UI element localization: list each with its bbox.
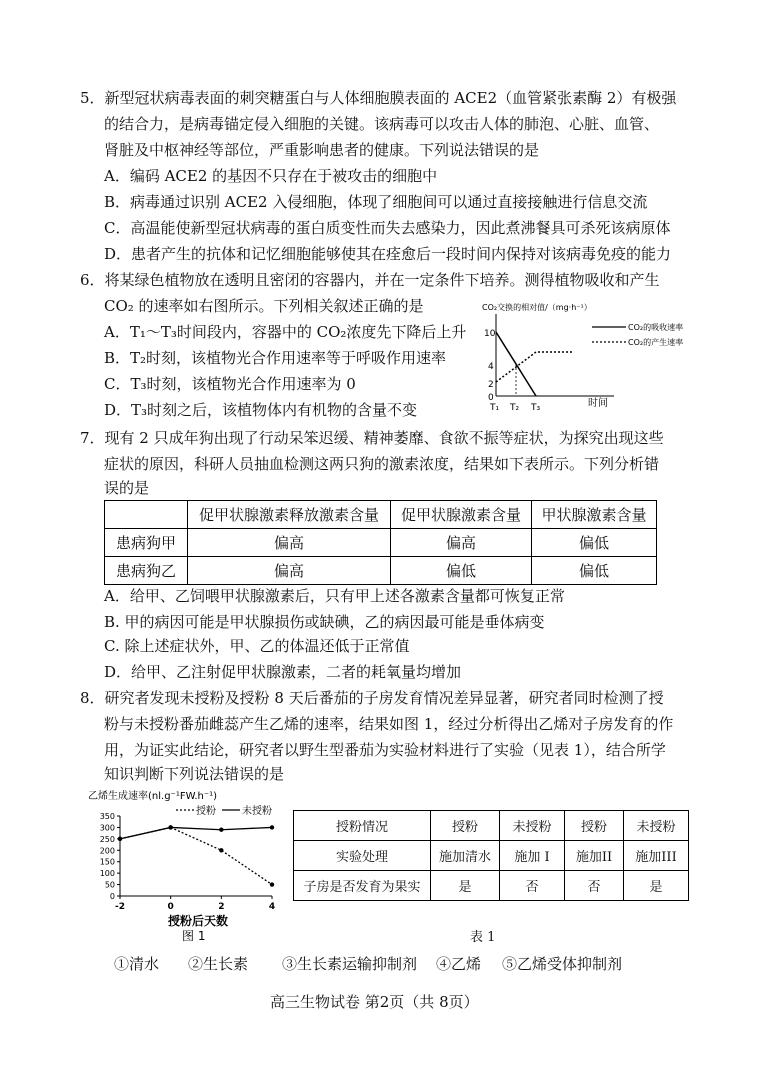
fig1-legend-pollinated: 授粉	[196, 806, 216, 817]
fig1-ylabel: 乙烯生成速率(nl.g⁻¹FW.h⁻¹)	[88, 791, 218, 802]
q6-ytick-4: 4	[488, 362, 494, 372]
q6-stem-line-2: CO₂ 的速率如右图所示。下列相关叙述正确的是	[104, 297, 424, 315]
table-cell: 偏低	[532, 529, 657, 557]
q7-option-b: B. 甲的病因可能是甲状腺损伤或缺碘，乙的病因最可能是垂体病变	[104, 613, 545, 631]
q8-choice-5: ⑤乙烯受体抑制剂	[502, 955, 623, 973]
fig1-ytick-label: 350	[99, 812, 115, 821]
table-cell: 施加III	[624, 841, 689, 871]
q6-stem-line-1: 6．将某绿色植物放在透明且密闭的容器内，并在一定条件下培养。测得植物吸收和产生	[80, 271, 660, 289]
q6-chart-ylabel: CO₂交换的相对值/（mg·h⁻¹）	[482, 303, 592, 312]
fig1-caption: 图 1	[182, 929, 206, 943]
table-cell: 未授粉	[624, 811, 689, 841]
table-cell: 患病狗甲	[105, 529, 188, 557]
q6-ytick-10: 10	[484, 329, 496, 339]
fig1-xtick-label: 0	[167, 902, 174, 912]
fig1-ytick-label: 250	[99, 834, 115, 844]
table1-caption: 表 1	[470, 930, 496, 945]
table-cell: 偏高	[188, 557, 391, 585]
table-row	[105, 557, 657, 585]
table-row	[294, 871, 689, 901]
table-cell: 偏高	[188, 529, 391, 557]
q6-xtick-t2: T₂	[510, 403, 520, 413]
q6-xtick-t3: T₃	[531, 403, 541, 413]
table-row	[294, 811, 689, 841]
table-cell: 子房是否发育为果实	[294, 871, 431, 901]
table-cell: 实验处理	[294, 841, 431, 871]
q8-stem-line-2: 粉与未授粉番茄雌蕊产生乙烯的速率，结果如图 1，经过分析得出乙烯对子房发育的作	[104, 715, 674, 733]
q5-stem-line-3: 肾脏及中枢神经等部位，严重影响患者的健康。下列说法错误的是	[104, 141, 540, 159]
q5-option-b: B．病毒通过识别 ACE2 入侵细胞，体现了细胞间可以通过直接接触进行信息交流	[104, 193, 648, 211]
fig1-data-point	[168, 825, 172, 829]
q8-stem-line-1: 8．研究者发现未授粉及授粉 8 天后番茄的子房发育情况差异显著，研究者同时检测了授	[80, 689, 664, 707]
fig1-xtick-label: 2	[218, 902, 225, 912]
q5-stem-line-1: 5．新型冠状病毒表面的刺突糖蛋白与人体细胞膜表面的 ACE2（血管紧张素酶 2）有极强	[80, 89, 677, 107]
table-cell: 患病狗乙	[105, 557, 188, 585]
table-cell: 偏低	[391, 557, 532, 585]
table-cell: 否	[565, 871, 624, 901]
q6-chart-xlabel: 时间	[588, 398, 608, 409]
q7-hormone-table	[104, 500, 657, 585]
q5-option-a: A．编码 ACE2 的基因不只存在于被攻击的细胞中	[104, 167, 438, 185]
q7-option-d: D．给甲、乙注射促甲状腺激素，二者的耗氧量均增加	[104, 663, 462, 681]
fig1-legend-unpollinated: 未授粉	[242, 806, 272, 817]
fig1-ytick-label: 50	[104, 880, 115, 890]
q5-option-d: D．患者产生的抗体和记忆细胞能够使其在痊愈后一段时间内保持对该病毒免疫的能力	[104, 245, 672, 263]
table-row	[105, 529, 657, 557]
q7-option-a: A．给甲、乙饲喂甲状腺激素后，只有甲上述各激素含量都可恢复正常	[104, 587, 565, 605]
q8-choice-1: ①清水	[114, 955, 160, 973]
fig1-xlabel: 授粉后天数	[168, 914, 229, 928]
table-cell: 授粉	[431, 811, 500, 841]
table-header: 促甲状腺激素含量	[391, 501, 532, 529]
table-cell: 施加 I	[500, 841, 565, 871]
table-header: 促甲状腺激素释放激素含量	[188, 501, 391, 529]
table-cell: 施加清水	[431, 841, 500, 871]
fig1-data-point	[219, 828, 223, 832]
q5-option-c: C．高温能使新型冠状病毒的蛋白质变性而失去感染力，因此煮沸餐具可杀死该病原体	[104, 219, 671, 237]
q8-choice-2: ②生长素	[188, 955, 249, 973]
q6-option-b: B．T₂时刻，该植物光合作用速率等于呼吸作用速率	[104, 349, 447, 367]
table-cell: 否	[500, 871, 565, 901]
q6-option-d: D．T₃时刻之后，该植物体内有机物的含量不变	[104, 401, 418, 419]
fig1-ytick-label: 0	[109, 892, 115, 901]
q8-choice-4: ④乙烯	[436, 955, 482, 973]
table-cell: 偏低	[532, 557, 657, 585]
fig1-ytick-label: 200	[99, 846, 115, 856]
q8-table1	[293, 810, 689, 901]
fig1-ytick-label: 300	[99, 823, 115, 833]
fig1-ytick-label: 100	[99, 869, 115, 879]
q7-stem-line-3: 误的是	[104, 479, 150, 497]
q6-legend-dotted: CO₂的产生速率	[628, 338, 684, 347]
fig1-ytick-label: 150	[99, 857, 115, 867]
q8-stem-line-3: 用，为证实此结论，研究者以野生型番茄为实验材料进行了实验（见表 1），结合所学	[104, 741, 666, 759]
q7-stem-line-2: 症状的原因，科研人员抽血检测这两只狗的激素浓度，结果如下表所示。下列分析错	[104, 455, 660, 473]
q6-co2-chart	[476, 296, 726, 416]
q8-stem-line-4: 知识判断下列说法错误的是	[104, 765, 285, 783]
fig1-data-point	[219, 848, 223, 852]
q5-stem-line-2: 的结合力，是病毒锚定侵入细胞的关键。该病毒可以攻击人体的肺泡、心脏、血管、	[104, 115, 660, 133]
table-cell: 是	[624, 871, 689, 901]
fig1-xtick-label: 4	[268, 902, 276, 912]
table-cell	[105, 501, 188, 529]
q6-produce-line	[496, 352, 574, 382]
table-cell: 施加II	[565, 841, 624, 871]
table-cell: 偏高	[391, 529, 532, 557]
q7-stem-line-1: 7．现有 2 只成年狗出现了行动呆笨迟缓、精神萎靡、食欲不振等症状，为探究出现这些	[80, 429, 664, 447]
q7-option-c: C. 除上述症状外，甲、乙的体温还低于正常值	[104, 637, 410, 655]
q6-xtick-t1: T₁	[490, 403, 500, 413]
fig1-series-line-unpollinated	[120, 827, 272, 838]
q6-ytick-0: 0	[488, 393, 494, 403]
page-footer: 高三生物试卷 第2页（共 8页）	[270, 993, 479, 1011]
table-cell: 未授粉	[500, 811, 565, 841]
table-cell: 授粉	[565, 811, 624, 841]
fig1-series-line-pollinated	[120, 827, 272, 884]
table-cell: 是	[431, 871, 500, 901]
fig1-data-point	[270, 882, 274, 886]
table-header: 甲状腺激素含量	[532, 501, 657, 529]
q8-choice-3: ③生长素运输抑制剂	[282, 955, 418, 973]
fig1-data-point	[118, 837, 122, 841]
fig1-data-point	[270, 825, 274, 829]
fig1-xtick-label: -2	[115, 902, 125, 912]
table-row	[294, 841, 689, 871]
table-row	[105, 501, 657, 529]
q6-ytick-2: 2	[488, 380, 494, 390]
table-cell: 授粉情况	[294, 811, 431, 841]
q6-option-c: C．T₃时刻，该植物光合作用速率为 0	[104, 375, 356, 393]
q8-fig1-ethylene-chart	[76, 788, 288, 948]
q6-legend-solid: CO₂的吸收速率	[628, 323, 684, 332]
q6-option-a: A．T₁～T₃时间段内，容器中的 CO₂浓度先下降后上升	[104, 323, 467, 341]
